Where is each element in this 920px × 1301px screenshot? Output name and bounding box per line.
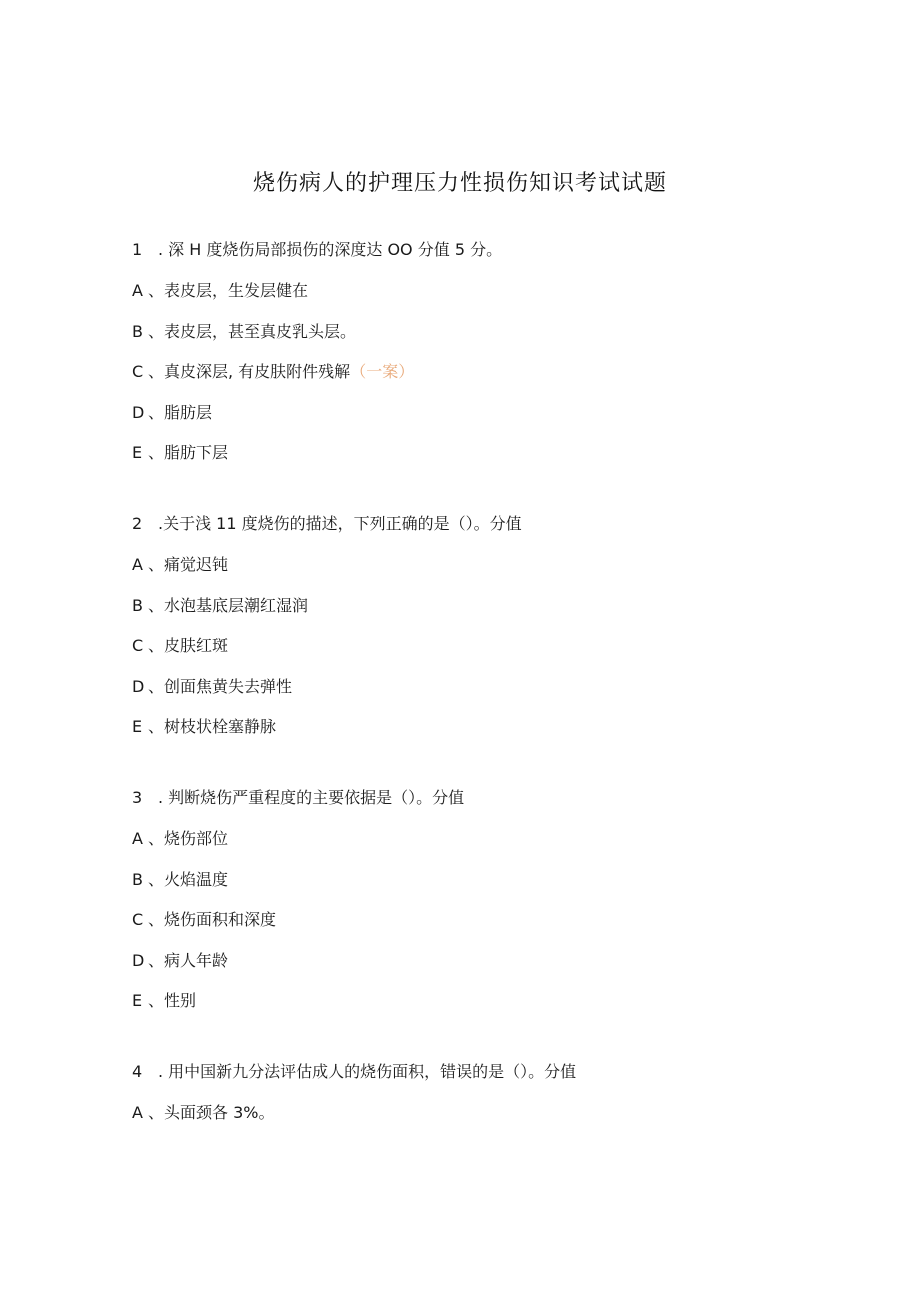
option-e: [132, 716, 832, 738]
option-e: [132, 442, 832, 464]
option-letter: A: [132, 555, 143, 574]
answer-tag: （一案）: [350, 362, 415, 382]
option-text: 、病人年龄: [148, 950, 229, 970]
question-number: 4: [132, 1062, 143, 1081]
question-text: . 用中国新九分法评估成人的烧伤面积，错误的是（）。分值: [158, 1062, 577, 1081]
option-letter: E: [132, 991, 143, 1011]
option-letter: E: [132, 443, 143, 463]
option-text: 、创面焦黄失去弹性: [148, 676, 293, 696]
option-letter: C: [132, 362, 144, 382]
question-2: [132, 513, 832, 757]
option-c: [132, 909, 832, 931]
question-number: 1: [132, 240, 143, 259]
option-text: 、头面颈各 3%。: [148, 1103, 275, 1122]
option-text: 、水泡基底层潮红湿润: [148, 595, 309, 615]
option-text: 、痛觉迟钝: [148, 555, 229, 574]
option-b: [132, 595, 832, 617]
option-letter: A: [132, 829, 143, 848]
option-a: [132, 554, 832, 576]
question-text: . 深 H 度烧伤局部损伤的深度达 OO 分值 5 分。: [158, 240, 503, 259]
question-stem: [132, 239, 832, 261]
option-text: 、树枝状栓塞静脉: [148, 717, 277, 737]
option-b: [132, 321, 832, 343]
option-text: 、性别: [148, 991, 197, 1011]
option-a: [132, 828, 832, 850]
option-letter: D: [132, 676, 145, 696]
option-text: 、火焰温度: [148, 869, 229, 889]
option-text: 、脂肪层: [148, 402, 213, 422]
option-letter: D: [132, 950, 145, 970]
question-stem: [132, 1061, 832, 1083]
option-letter: E: [132, 717, 143, 737]
option-d: [132, 676, 832, 698]
option-letter: C: [132, 636, 144, 656]
question-stem: [132, 787, 832, 809]
question-stem: [132, 513, 832, 535]
option-letter: B: [132, 321, 143, 341]
option-letter: A: [132, 281, 143, 300]
option-d: [132, 950, 832, 972]
question-3: [132, 787, 832, 1031]
option-letter: B: [132, 869, 143, 889]
option-text: 、表皮层，生发层健在: [148, 281, 309, 300]
question-number: 3: [132, 788, 143, 807]
page-title: 烧伤病人的护理压力性损伤知识考试试题: [252, 171, 667, 196]
question-text: .关于浅 11 度烧伤的描述，下列正确的是（）。分值: [158, 514, 522, 533]
option-a: [132, 280, 832, 302]
option-text: 、真皮深层, 有皮肤附件残解: [148, 362, 351, 382]
option-letter: B: [132, 595, 143, 615]
question-1: [132, 239, 832, 483]
question-text: . 判断烧伤严重程度的主要依据是（）。分值: [158, 788, 465, 807]
option-b: [132, 869, 832, 891]
option-letter: D: [132, 402, 145, 422]
option-text: 、表皮层，甚至真皮乳头层。: [148, 321, 357, 341]
option-text: 、烧伤部位: [148, 829, 229, 848]
option-c: [132, 635, 832, 657]
option-letter: C: [132, 910, 144, 930]
option-text: 、皮肤红斑: [148, 636, 229, 656]
option-e: [132, 990, 832, 1012]
option-d: [132, 402, 832, 424]
option-c: [132, 361, 832, 383]
question-4: [132, 1061, 832, 1143]
option-text: 、烧伤面积和深度: [148, 910, 277, 930]
option-letter: A: [132, 1103, 143, 1122]
question-number: 2: [132, 514, 143, 533]
option-text: 、脂肪下层: [148, 443, 229, 463]
option-a: [132, 1102, 832, 1124]
